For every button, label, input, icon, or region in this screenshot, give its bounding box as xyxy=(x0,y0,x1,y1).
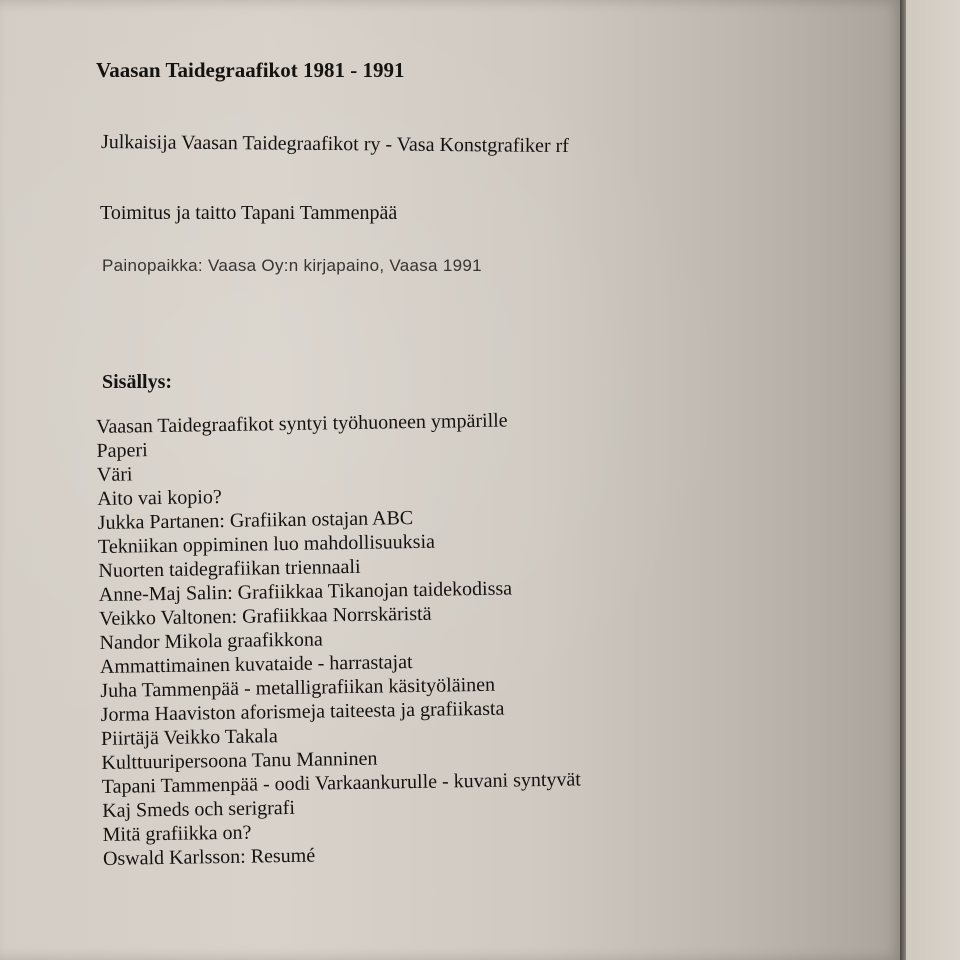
toc-item: Anne-Maj Salin: Grafiikkaa Tikanojan taidekodissa xyxy=(98,577,513,606)
printer-line: Painopaikka: Vaasa Oy:n kirjapaino, Vaasa 1991 xyxy=(102,256,482,275)
toc-item: Väri xyxy=(96,463,133,486)
publisher-line: Julkaisija Vaasan Taidegraafikot ry - Vasa Konstgrafiker rf xyxy=(100,131,569,158)
toc-item: Kulttuuripersoona Tanu Manninen xyxy=(101,747,378,774)
toc-item: Juha Tammenpää - metalligrafiikan käsityöläinen xyxy=(100,673,496,702)
toc-item: Veikko Valtonen: Grafiikkaa Norrskäristä xyxy=(99,602,432,630)
toc-item: Kaj Smeds och serigrafi xyxy=(102,796,296,822)
toc-item: Nuorten taidegrafiikan triennaali xyxy=(98,555,361,582)
toc-item: Paperi xyxy=(96,439,148,462)
toc-item: Mitä grafiikka on? xyxy=(102,821,252,846)
toc-item: Jorma Haaviston aforismeja taiteesta ja grafiikasta xyxy=(100,697,505,726)
toc-item: Nandor Mikola graafikkona xyxy=(99,628,323,654)
toc-item: Aito vai kopio? xyxy=(97,486,222,510)
toc-item: Tapani Tammenpää - oodi Varkaankurulle - kuvani syntyvät xyxy=(101,768,582,798)
editor-line: Toimitus ja taitto Tapani Tammenpää xyxy=(100,202,398,224)
toc-item: Jukka Partanen: Grafiikan ostajan ABC xyxy=(97,507,414,534)
table-of-contents xyxy=(96,407,582,870)
toc-item: Oswald Karlsson: Resumé xyxy=(102,844,316,870)
book-title: Vaasan Taidegraafikot 1981 - 1991 xyxy=(96,58,405,82)
toc-item: Vaasan Taidegraafikot syntyi työhuoneen ympärille xyxy=(96,409,508,438)
toc-item: Tekniikan oppiminen luo mahdollisuuksia xyxy=(97,530,436,558)
toc-item: Ammattimainen kuvataide - harrastajat xyxy=(99,651,413,678)
toc-heading: Sisällys: xyxy=(102,371,173,393)
adjacent-page xyxy=(906,0,960,960)
toc-item: Piirtäjä Veikko Takala xyxy=(100,725,278,750)
